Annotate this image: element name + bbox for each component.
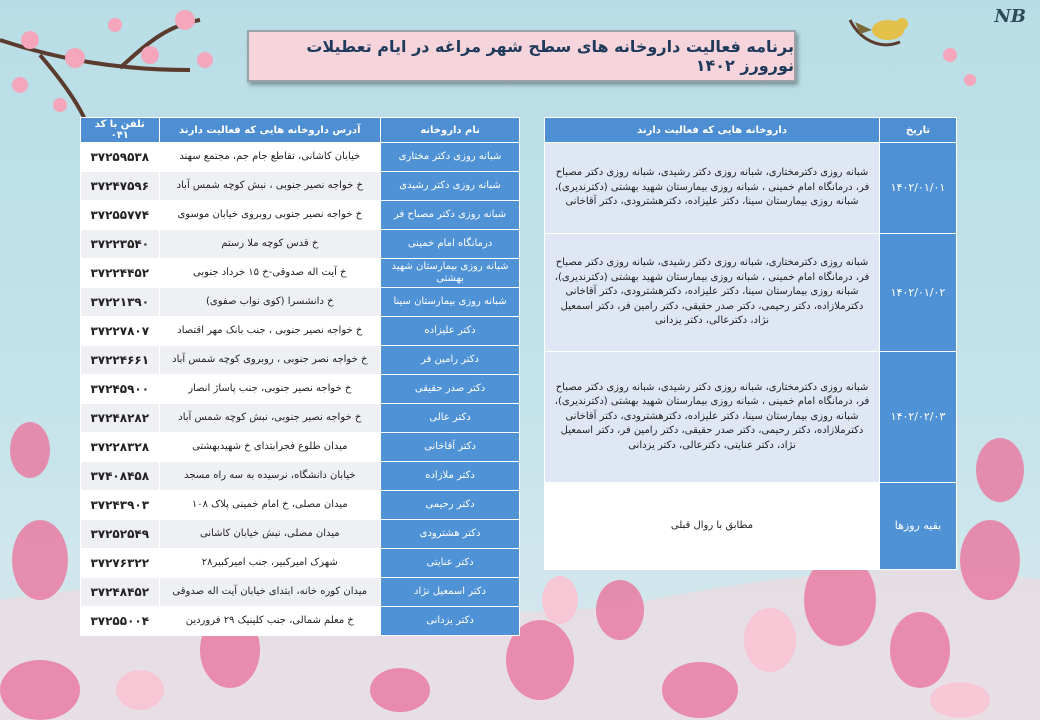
table-row [81, 201, 520, 230]
pharmacy-name-cell: دکتر رامین فر [381, 346, 520, 375]
table-row [81, 259, 520, 288]
pharmacy-name-cell: دکتر هشترودی [381, 520, 520, 549]
address-cell: خیابان کاشانی، تقاطع جام جم، مجتمع سهند [159, 143, 381, 172]
pharmacy-name-cell: شبانه روزی دکتر مصباح فر [381, 201, 520, 230]
address-cell: خ خواجه نصیر جنوبی روبروی خیابان موسوی [159, 201, 381, 230]
phone-cell: ۳۷۲۲۳۵۴۰ [81, 230, 160, 259]
pharmacy-address-rows [81, 143, 520, 636]
address-cell: خ خواجه نصر جنوبی ، روبروی کوچه شمس آباد [159, 346, 381, 375]
schedule-table [544, 117, 957, 570]
address-cell: خ خواجه نصیر جنوبی ، جنب بانک مهر اقتصاد [159, 317, 381, 346]
page-title: برنامه فعالیت داروخانه های سطح شهر مراغه در ایام تعطیلات نورورز ۱۴۰۲ [306, 37, 794, 75]
table-row [81, 230, 520, 259]
address-cell: خ معلم شمالی، جنب کلینیک ۲۹ فروردین [159, 607, 381, 636]
address-cell: شهرک امیرکبیر، جنب امیرکبیر۲۸ [159, 549, 381, 578]
table-row [545, 234, 957, 352]
address-cell: خ دانشسرا (کوی نواب صفوی) [159, 288, 381, 317]
pharmacy-name-cell: دکتر رحیمی [381, 491, 520, 520]
table-row [81, 317, 520, 346]
header-pharmacy-name: نام داروخانه [381, 118, 520, 143]
table-row [545, 352, 957, 483]
pharmacy-name-cell: دکتر صدر حقیقی [381, 375, 520, 404]
date-cell: ۱۴۰۲/۰۱/۰۱ [880, 143, 957, 234]
pharmacy-name-cell: شبانه روزی دکتر مختاری [381, 143, 520, 172]
address-cell: خ خواجه نصیر جنوبی ، نبش کوچه شمس آباد [159, 172, 381, 201]
active-pharmacies-cell: مطابق با روال قبلی [545, 483, 880, 570]
pharmacy-address-table [80, 117, 520, 636]
phone-cell: ۳۷۴۰۸۴۵۸ [81, 462, 160, 491]
pharmacy-name-cell: دکتر علیزاده [381, 317, 520, 346]
pharmacy-name-cell: دکتر آقاخانی [381, 433, 520, 462]
phone-cell: ۳۷۲۵۵۰۰۴ [81, 607, 160, 636]
table-row [81, 288, 520, 317]
phone-cell: ۳۷۲۵۹۵۳۸ [81, 143, 160, 172]
table-row [81, 346, 520, 375]
phone-cell: ۳۷۲۴۸۲۸۲ [81, 404, 160, 433]
header-date: تاریخ [880, 118, 957, 143]
header-phone: تلفن با کد ۰۴۱ [81, 118, 160, 143]
phone-cell: ۳۷۲۲۴۴۵۲ [81, 259, 160, 288]
active-pharmacies-cell: شبانه روزی دکترمختاری، شبانه روزی دکتر رشیدی، شبانه روزی دکتر مصباح فر، درمانگاه امام خمینی ، شبانه روزی بیمارستان شهید بهشتی (دکترندیری)، شبانه روزی بیمارستان سینا، دکتر علیزاده، دکترهشترودی، دکتر آقاخانی دکترملازاده، دکتر رحیمی، دکتر صدر حقیقی، دکتر رامین فر، دکتر اسمعیل نژاد، دکترعالی، دکتر یزدانی [545, 234, 880, 352]
pharmacy-name-cell: دکتر ملازاده [381, 462, 520, 491]
header-address: آدرس داروخانه هایی که فعالیت دارند [159, 118, 381, 143]
pharmacy-name-cell: درمانگاه امام خمینی [381, 230, 520, 259]
table-row [81, 404, 520, 433]
address-cell: خ قدس کوچه ملا رستم [159, 230, 381, 259]
address-cell: میدان مصلی، خ امام خمینی پلاک ۱۰۸ [159, 491, 381, 520]
address-cell: خ خواجه نصیر جنوبی، نبش کوچه شمس آباد [159, 404, 381, 433]
phone-cell: ۳۷۲۲۷۸۰۷ [81, 317, 160, 346]
address-cell: خ آیت اله صدوقی-خ ۱۵ خرداد جنوبی [159, 259, 381, 288]
address-cell: خیابان دانشگاه، نرسیده به سه راه مسجد [159, 462, 381, 491]
pharmacy-name-cell: شبانه روزی دکتر رشیدی [381, 172, 520, 201]
table-row [81, 520, 520, 549]
table-row [81, 462, 520, 491]
table-row [81, 172, 520, 201]
phone-cell: ۳۷۲۵۵۷۷۴ [81, 201, 160, 230]
date-cell: بقیه روزها [880, 483, 957, 570]
active-pharmacies-cell: شبانه روزی دکترمختاری، شبانه روزی دکتر رشیدی، شبانه روزی دکتر مصباح فر، درمانگاه امام خمینی ، شبانه روزی بیمارستان شهید بهشتی (دکترندیری)، شبانه روزی بیمارستان سینا، دکتر علیزاده، دکترهشترودی، دکتر آقاخانی [545, 143, 880, 234]
pharmacy-name-cell: دکتر اسمعیل نژاد [381, 578, 520, 607]
pharmacy-name-cell: شبانه روزی بیمارستان شهید بهشتی [381, 259, 520, 288]
phone-cell: ۳۷۲۲۸۳۲۸ [81, 433, 160, 462]
phone-cell: ۳۷۲۵۲۵۴۹ [81, 520, 160, 549]
pharmacy-name-cell: دکتر عنایتی [381, 549, 520, 578]
table-row [81, 607, 520, 636]
table-row [81, 491, 520, 520]
table-row [81, 143, 520, 172]
bird-icon [850, 18, 976, 86]
schedule-rows [545, 143, 957, 570]
pharmacy-name-cell: شبانه روزی بیمارستان سینا [381, 288, 520, 317]
table-row [81, 578, 520, 607]
address-cell: میدان طلوع فجرابتدای خ شهیدبهشتی [159, 433, 381, 462]
address-cell: میدان مصلی، نبش خیابان کاشانی [159, 520, 381, 549]
table-row [81, 433, 520, 462]
date-cell: ۱۴۰۲/۰۲/۰۳ [880, 352, 957, 483]
address-cell: خ خواجه نصیر جنوبی، جنب پاساژ انصار [159, 375, 381, 404]
table-row [81, 549, 520, 578]
phone-cell: ۳۷۲۴۷۵۹۶ [81, 172, 160, 201]
phone-cell: ۳۷۲۴۸۴۵۲ [81, 578, 160, 607]
header-active-pharmacies: داروخانه هایی که فعالیت دارند [545, 118, 880, 143]
phone-cell: ۳۷۲۲۱۳۹۰ [81, 288, 160, 317]
date-cell: ۱۴۰۲/۰۱/۰۲ [880, 234, 957, 352]
phone-cell: ۳۷۲۴۵۹۰۰ [81, 375, 160, 404]
phone-cell: ۳۷۲۷۶۳۲۲ [81, 549, 160, 578]
phone-cell: ۳۷۲۴۳۹۰۳ [81, 491, 160, 520]
active-pharmacies-cell: شبانه روزی دکترمختاری، شبانه روزی دکتر رشیدی، شبانه روزی دکتر مصباح فر، درمانگاه امام خمینی ، شبانه روزی بیمارستان شهید بهشتی (دکترندیری)، شبانه روزی بیمارستان سینا، دکتر علیزاده، دکترهشترودی، دکتر آقاخانی دکترملازاده، دکتر رحیمی، دکتر صدر حقیقی، دکتر رامین فر، دکتر اسمعیل نژاد، دکتر عنایتی، دکترعالی، دکتر یزدانی [545, 352, 880, 483]
table-row [81, 375, 520, 404]
table-row [545, 143, 957, 234]
phone-cell: ۳۷۲۲۴۶۶۱ [81, 346, 160, 375]
pharmacy-name-cell: دکتر عالی [381, 404, 520, 433]
address-cell: میدان کوره خانه، ابتدای خیابان آیت اله صدوقی [159, 578, 381, 607]
table-row [545, 483, 957, 570]
logo: NB [994, 6, 1026, 27]
pharmacy-name-cell: دکتر یزدانی [381, 607, 520, 636]
title-banner [247, 30, 796, 82]
